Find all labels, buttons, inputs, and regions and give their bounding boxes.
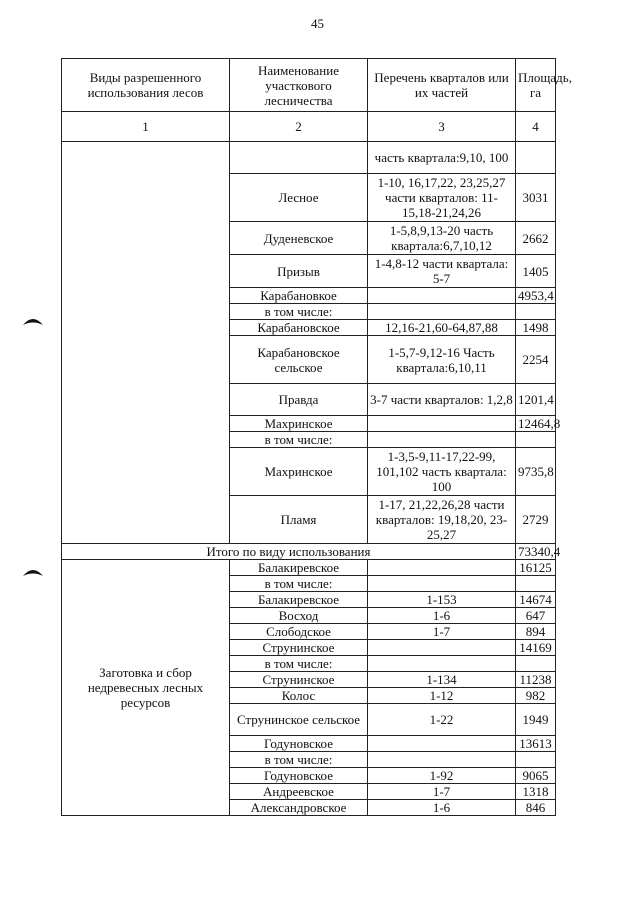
total-area: 73340,4 (516, 544, 556, 560)
forestry-name: Балакиревское (230, 560, 368, 576)
table-header-row (62, 59, 556, 112)
area: 2729 (516, 496, 556, 544)
area (516, 752, 556, 768)
quarters: 1-10, 16,17,22, 23,25,27 части кварталов: 11-15,18-21,24,26 (368, 174, 516, 222)
use-type-cell (62, 142, 230, 544)
quarters: 1-5,7-9,12-16 Часть квартала:6,10,11 (368, 336, 516, 384)
forestry-name: Восход (230, 608, 368, 624)
quarters: 1-22 (368, 704, 516, 736)
area: 1201,4 (516, 384, 556, 416)
area (516, 432, 556, 448)
header-area: Площадь, га (516, 59, 556, 112)
area: 9065 (516, 768, 556, 784)
forestry-name: Годуновское (230, 768, 368, 784)
quarters: 1-7 (368, 784, 516, 800)
quarters (368, 288, 516, 304)
area: 1949 (516, 704, 556, 736)
area (516, 656, 556, 672)
forestry-name: Андреевское (230, 784, 368, 800)
quarters: 1-17, 21,22,26,28 части кварталов: 19,18,20, 23-25,27 (368, 496, 516, 544)
total-row (62, 544, 556, 560)
forestry-name: Махринское (230, 448, 368, 496)
area: 14169 (516, 640, 556, 656)
area: 9735,8 (516, 448, 556, 496)
forestry-name: Колос (230, 688, 368, 704)
quarters: 1-92 (368, 768, 516, 784)
area (516, 142, 556, 174)
forestry-name: Слободское (230, 624, 368, 640)
area: 16125 (516, 560, 556, 576)
header-quarters: Перечень кварталов или их частей (368, 59, 516, 112)
forestry-name (230, 142, 368, 174)
forestry-name: Лесное (230, 174, 368, 222)
binder-hole-mark (22, 316, 44, 326)
area: 4953,4 (516, 288, 556, 304)
binder-hole-mark (22, 567, 44, 577)
quarters: 1-7 (368, 624, 516, 640)
area: 3031 (516, 174, 556, 222)
table-row (62, 560, 556, 576)
forestry-name: Струнинское сельское (230, 704, 368, 736)
area: 2662 (516, 222, 556, 255)
header-use-type: Виды разрешенного использования лесов (62, 59, 230, 112)
quarters (368, 416, 516, 432)
area: 1318 (516, 784, 556, 800)
forestry-name: Пламя (230, 496, 368, 544)
area: 647 (516, 608, 556, 624)
area: 846 (516, 800, 556, 816)
quarters (368, 560, 516, 576)
area: 1405 (516, 255, 556, 288)
quarters (368, 576, 516, 592)
forestry-name: Махринское (230, 416, 368, 432)
use-type-cell: Заготовка и сбор недревесных лесных ресурсов (62, 560, 230, 816)
area: 894 (516, 624, 556, 640)
header-forestry-name: Наименование участкового лесничества (230, 59, 368, 112)
table-row (62, 142, 556, 174)
area: 14674 (516, 592, 556, 608)
total-label: Итого по виду использования (62, 544, 516, 560)
forestry-name: в том числе: (230, 752, 368, 768)
area: 2254 (516, 336, 556, 384)
forestry-name: Александровское (230, 800, 368, 816)
forestry-name: Струнинское (230, 640, 368, 656)
quarters: 1-6 (368, 800, 516, 816)
forestry-name: Правда (230, 384, 368, 416)
forestry-name: в том числе: (230, 432, 368, 448)
quarters: 1-6 (368, 608, 516, 624)
forestry-name: Годуновское (230, 736, 368, 752)
quarters (368, 656, 516, 672)
quarters: часть квартала:9,10, 100 (368, 142, 516, 174)
area: 982 (516, 688, 556, 704)
quarters (368, 736, 516, 752)
quarters: 3-7 части кварталов: 1,2,8 (368, 384, 516, 416)
forestry-name: в том числе: (230, 656, 368, 672)
area (516, 304, 556, 320)
quarters: 1-12 (368, 688, 516, 704)
column-number: 4 (516, 112, 556, 142)
quarters (368, 304, 516, 320)
page-number: 45 (311, 16, 324, 31)
forestry-name: Карабановское (230, 320, 368, 336)
forestry-name: Балакиревское (230, 592, 368, 608)
area: 12464,8 (516, 416, 556, 432)
forest-use-table (61, 58, 572, 816)
quarters: 1-153 (368, 592, 516, 608)
forestry-name: Карабановское сельское (230, 336, 368, 384)
quarters (368, 432, 516, 448)
area: 13613 (516, 736, 556, 752)
forestry-name: Струнинское (230, 672, 368, 688)
area: 11238 (516, 672, 556, 688)
forestry-name: Карабановкое (230, 288, 368, 304)
area (516, 576, 556, 592)
forestry-name: Дуденевское (230, 222, 368, 255)
forestry-name: в том числе: (230, 576, 368, 592)
quarters: 12,16-21,60-64,87,88 (368, 320, 516, 336)
table-number-row (62, 112, 556, 142)
forestry-name: в том числе: (230, 304, 368, 320)
quarters (368, 752, 516, 768)
quarters: 1-5,8,9,13-20 часть квартала:6,7,10,12 (368, 222, 516, 255)
quarters (368, 640, 516, 656)
forestry-name: Призыв (230, 255, 368, 288)
column-number: 1 (62, 112, 230, 142)
column-number: 3 (368, 112, 516, 142)
quarters: 1-4,8-12 части квартала: 5-7 (368, 255, 516, 288)
quarters: 1-3,5-9,11-17,22-99, 101,102 часть квартала: 100 (368, 448, 516, 496)
quarters: 1-134 (368, 672, 516, 688)
area: 1498 (516, 320, 556, 336)
column-number: 2 (230, 112, 368, 142)
